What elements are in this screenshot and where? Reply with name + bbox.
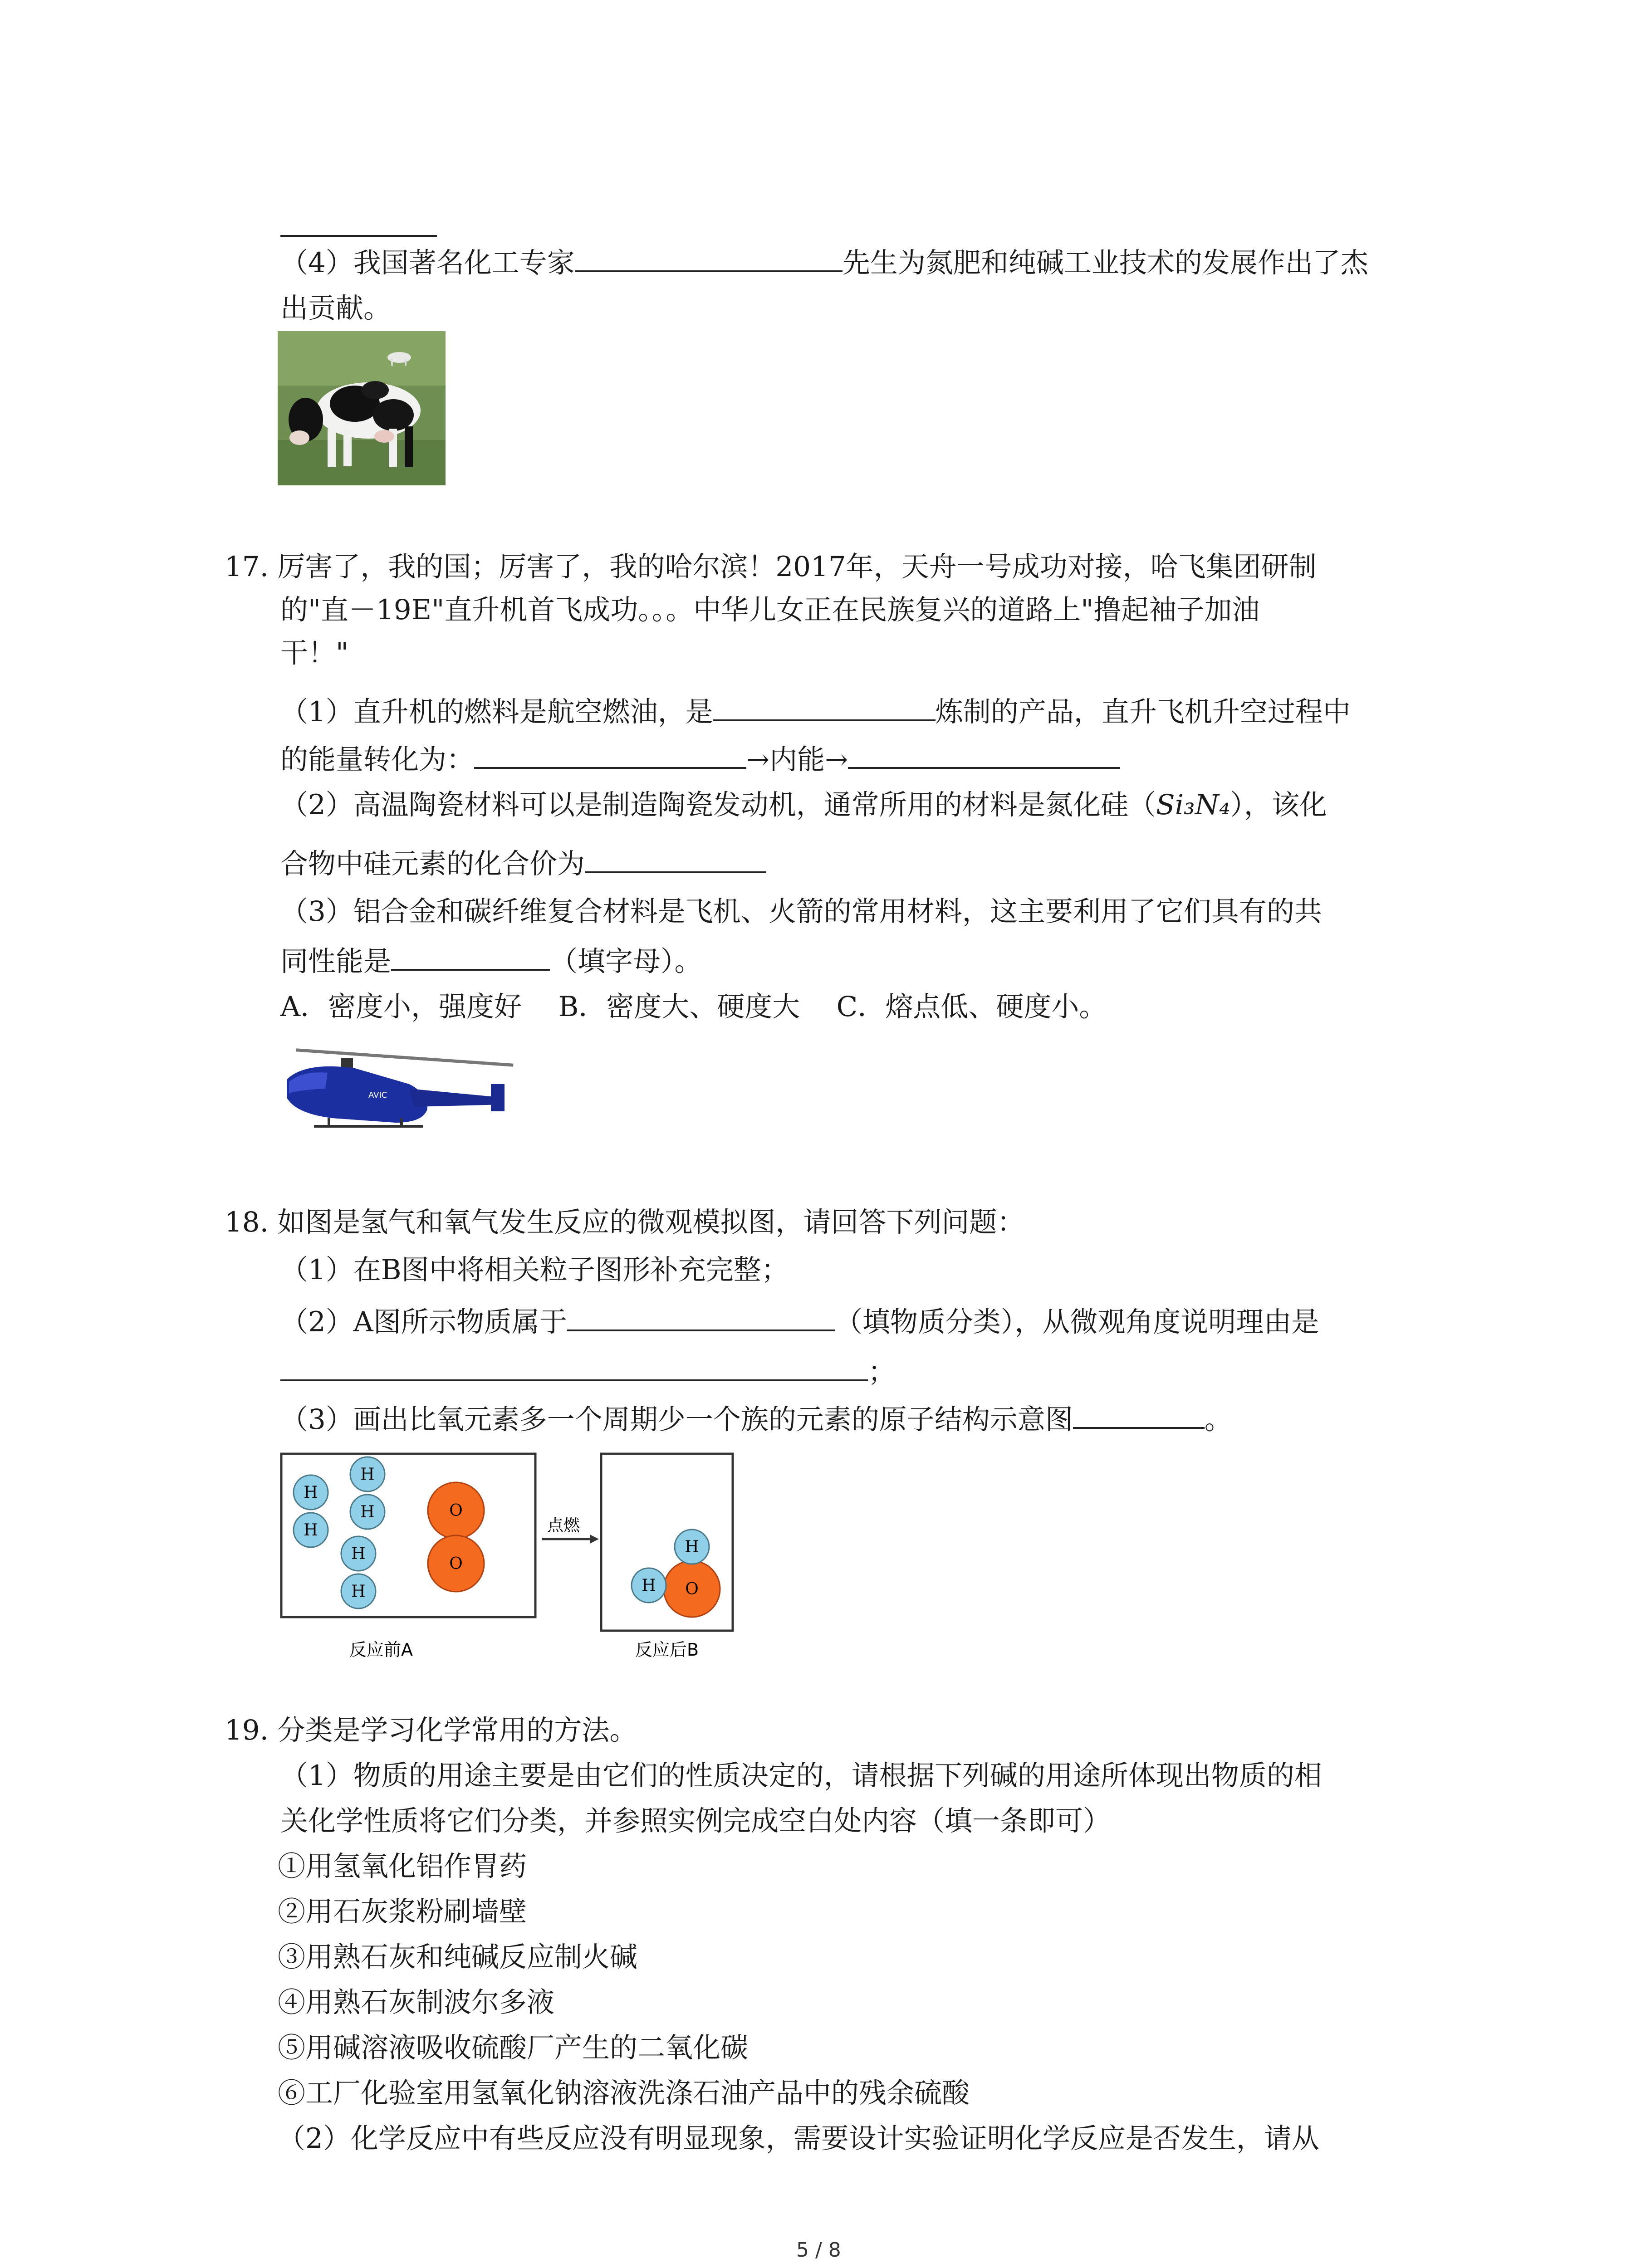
q17-part2-a: （2）高温陶瓷材料可以是制造陶瓷发动机，通常所用的材料是氮化硅（ xyxy=(280,789,1156,821)
q17-part2-c: 合物中硅元素的化合价为 xyxy=(280,848,585,880)
h-label: H xyxy=(360,1503,375,1521)
reaction-diagram xyxy=(277,1449,744,1667)
q17-stem-line2: 的"直－19E"直升机首飞成功。。。中华儿女正在民族复兴的道路上"撸起袖子加油 xyxy=(280,594,1260,626)
answer-blank-fuel-source[interactable] xyxy=(713,689,936,721)
q18-part2-line2 xyxy=(280,1349,896,1393)
q17-stem-line1: 17. 厉害了，我的国；厉害了，我的哈尔滨！2017年，天舟一号成功对接，哈飞集团研制 xyxy=(225,551,1317,583)
h-label: H xyxy=(304,1483,318,1502)
q19-part2: （2）化学反应中有些反应没有明显现象，需要设计实验证明化学反应是否发生，请从 xyxy=(278,2122,1319,2155)
answer-blank-energy-1[interactable] xyxy=(474,737,746,769)
answer-blank-valence[interactable] xyxy=(585,841,766,873)
answer-blank-atom-diagram[interactable] xyxy=(1073,1397,1205,1429)
q19-item: ⑥工厂化验室用氢氧化钠溶液洗涤石油产品中的残余硫酸 xyxy=(278,2077,970,2109)
answer-blank-classification[interactable] xyxy=(567,1300,835,1331)
q18-part1: （1）在B图中将相关粒子图形补充完整； xyxy=(280,1254,789,1286)
o-label: O xyxy=(685,1580,699,1598)
q16-part4-line1 xyxy=(280,240,1368,284)
answer-blank-property[interactable] xyxy=(391,939,550,971)
q17-part2-line2 xyxy=(280,841,766,885)
q17-part3-line1: （3）铝合金和碳纤维复合材料是飞机、火箭的常用材料，这主要利用了它们具有的共 xyxy=(280,895,1322,928)
page-number: 5 / 8 xyxy=(796,2239,841,2262)
o-label: O xyxy=(449,1554,463,1573)
q16-part4-pre: （4）我国著名化工专家 xyxy=(280,247,575,279)
q17-part2-b: ），该化 xyxy=(1230,789,1327,821)
q17-part3-line2 xyxy=(280,939,702,982)
q17-part3-b: 同性能是 xyxy=(280,945,392,978)
arrow-label: 点燃 xyxy=(547,1516,580,1535)
q18-stem: 18. 如图是氢气和氧气发生反应的微观模拟图，请回答下列问题： xyxy=(225,1206,1025,1238)
q17-stem-line3: 干！" xyxy=(280,637,349,669)
q19-item: ⑤用碱溶液吸收硫酸厂产生的二氧化碳 xyxy=(278,2032,749,2064)
q17-part3-c: （填字母）。 xyxy=(550,945,702,978)
answer-blank-reason[interactable] xyxy=(280,1349,868,1381)
q18-part2-end: ； xyxy=(868,1356,896,1388)
h-label: H xyxy=(351,1545,366,1563)
q18-part3 xyxy=(280,1397,1232,1440)
q19-item: ①用氢氧化铝作胃药 xyxy=(278,1850,527,1882)
q17-part1-b: 炼制的产品，直升飞机升空过程中 xyxy=(935,696,1351,728)
q19-part1-line1: （1）物质的用途主要是由它们的性质决定的，请根据下列碱的用途所体现出物质的相 xyxy=(280,1760,1322,1792)
q17-part1-line2 xyxy=(280,737,1120,780)
q17-part1-d: →内能→ xyxy=(746,743,848,776)
h-label: H xyxy=(642,1576,656,1595)
svg-text:AVIC: AVIC xyxy=(368,1090,387,1100)
answer-blank-chemist[interactable] xyxy=(575,240,843,272)
q17-options: A．密度小，强度好 B．密度大、硬度大 C．熔点低、硬度小。 xyxy=(280,991,1107,1023)
q18-part3-end: 。 xyxy=(1204,1403,1232,1436)
caption-a: 反应前A xyxy=(349,1640,413,1660)
q18-part2-line1 xyxy=(280,1300,1319,1343)
q16-part4-post: 先生为氮肥和纯碱工业技术的发展作出了杰 xyxy=(842,247,1368,279)
h-label: H xyxy=(351,1582,366,1601)
q19-part1-line2: 关化学性质将它们分类，并参照实例完成空白处内容（填一条即可） xyxy=(280,1805,1111,1837)
caption-b: 反应后B xyxy=(635,1640,699,1660)
helicopter-photo xyxy=(278,1030,532,1154)
q19-stem: 19. 分类是学习化学常用的方法。 xyxy=(225,1714,637,1746)
q18-part2-b: （填物质分类），从微观角度说明理由是 xyxy=(834,1306,1319,1338)
q19-item: ②用石灰浆粉刷墙壁 xyxy=(278,1896,527,1928)
h-label: H xyxy=(304,1521,318,1540)
q18-part2-a: （2）A图所示物质属于 xyxy=(280,1306,567,1338)
h-label: H xyxy=(360,1465,375,1484)
h-label: H xyxy=(685,1538,699,1556)
q18-part3-a: （3）画出比氧元素多一个周期少一个族的元素的原子结构示意图 xyxy=(280,1403,1073,1436)
q17-part1-c: 的能量转化为： xyxy=(280,743,475,776)
answer-blank-energy-2[interactable] xyxy=(848,737,1120,769)
q17-part1-a: （1）直升机的燃料是航空燃油，是 xyxy=(280,696,713,728)
o-label: O xyxy=(449,1501,463,1520)
q19-item: ④用熟石灰制波尔多液 xyxy=(278,1986,555,2019)
q19-item: ③用熟石灰和纯碱反应制火碱 xyxy=(278,1941,638,1973)
cow-photo xyxy=(278,331,446,485)
q17-part2-formula: Si₃N₄ xyxy=(1156,789,1230,821)
q17-part1-line1 xyxy=(280,689,1351,733)
q16-part4-line2: 出贡献。 xyxy=(280,292,392,324)
carryover-underline xyxy=(280,235,437,237)
q17-part2-line1 xyxy=(280,785,1327,826)
